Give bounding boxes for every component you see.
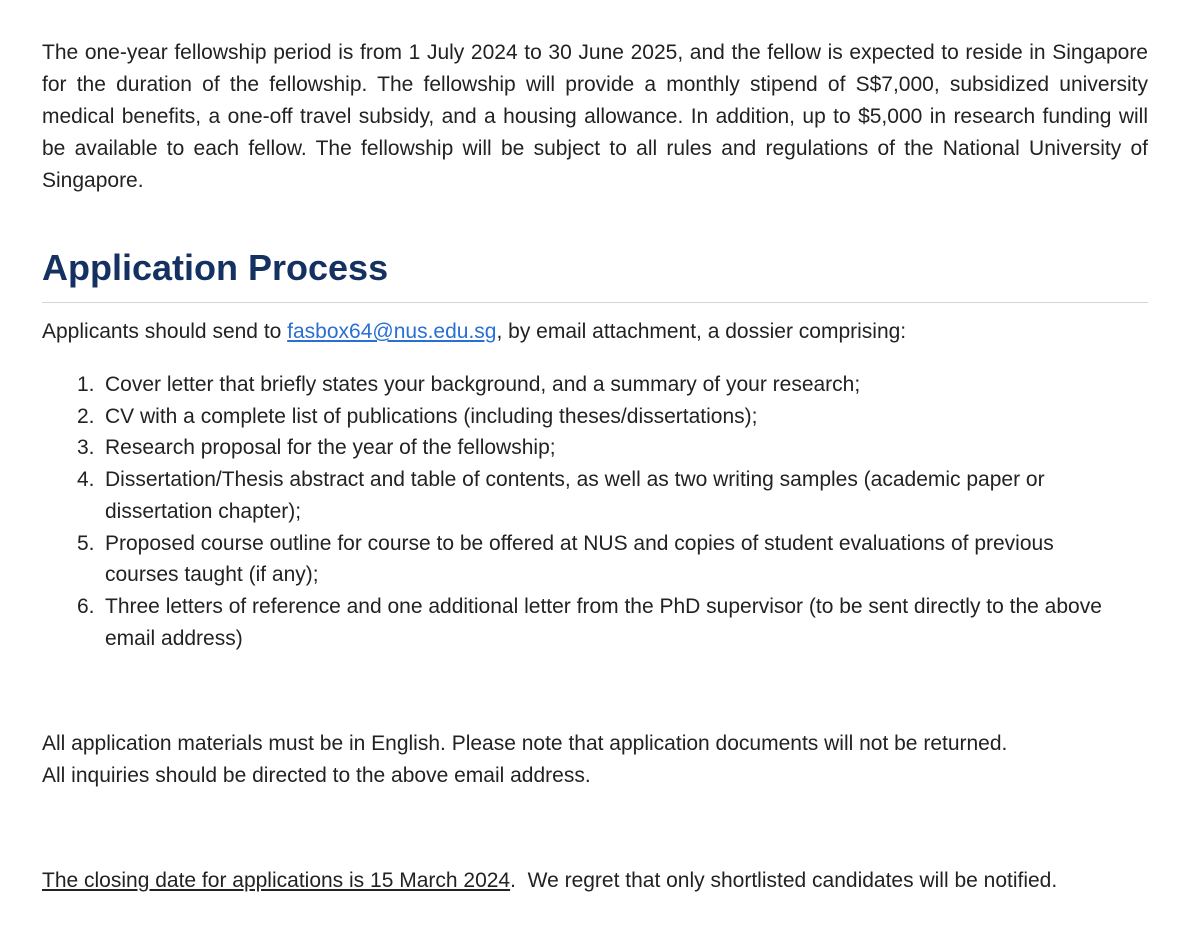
dossier-requirements-list [77,369,1115,654]
list-item [77,528,1115,591]
inquiries-note: All inquiries should be directed to the above email address. [42,764,591,787]
list-item-text: Three letters of reference and one additional letter from the PhD supervisor (to be sent directly to the above email address) [105,594,1102,650]
list-item-number: 6. [77,594,95,618]
closing-date-period: . [510,869,516,892]
instructions-prefix: Applicants should send to [42,320,288,343]
list-item-text: Dissertation/Thesis abstract and table of contents, as well as two writing samples (academic paper or dissertation chapter); [105,468,1045,523]
list-item-text: Proposed course outline for course to be offered at NUS and copies of student evaluations of previous courses taught (if any); [105,531,1054,587]
contact-email-link[interactable]: fasbox64@nus.edu.sg [287,320,497,343]
list-item-number: 1. [77,373,95,396]
list-item-number: 3. [77,436,95,460]
list-item [77,369,1115,401]
list-item [77,464,1115,527]
list-item-text: CV with a complete list of publications (including theses/dissertations); [105,404,758,428]
list-item-number: 5. [77,531,95,555]
instructions-suffix: , by email attachment, a dossier comprising: [496,320,907,343]
list-item-text: Cover letter that briefly states your background, and a summary of your research; [105,373,861,396]
application-process-heading: Application Process [42,247,389,288]
closing-date-notice [42,865,1057,897]
language-requirement-note: All application materials must be in English. Please note that application documents will not be returned. [42,732,1008,755]
list-item [77,591,1115,654]
list-item-number: 4. [77,468,95,492]
fellowship-details-paragraph: The one-year fellowship period is from 1 July 2024 to 30 June 2025, and the fellow is expected to reside in Singapore for the duration of the fellowship. The fellowship will provide a monthly stipend of S$7,000, subsidized university medical benefits, a one-off travel subsidy, and a housing allowance. In addition, up to $5,000 in research funding will be available to each fellow. The fellowship will be subject to all rules and regulations of the National University of Singapore. [42,41,1148,192]
list-item [77,432,1115,464]
closing-date-text: The closing date for applications is 15 March 2024 [42,869,511,892]
list-item-text: Research proposal for the year of the fellowship; [105,436,556,460]
list-item [77,401,1115,433]
list-item-number: 2. [77,404,95,428]
application-instructions [42,316,906,348]
shortlist-remark: We regret that only shortlisted candidates will be notified. [515,869,1058,892]
heading-divider [42,302,1148,303]
